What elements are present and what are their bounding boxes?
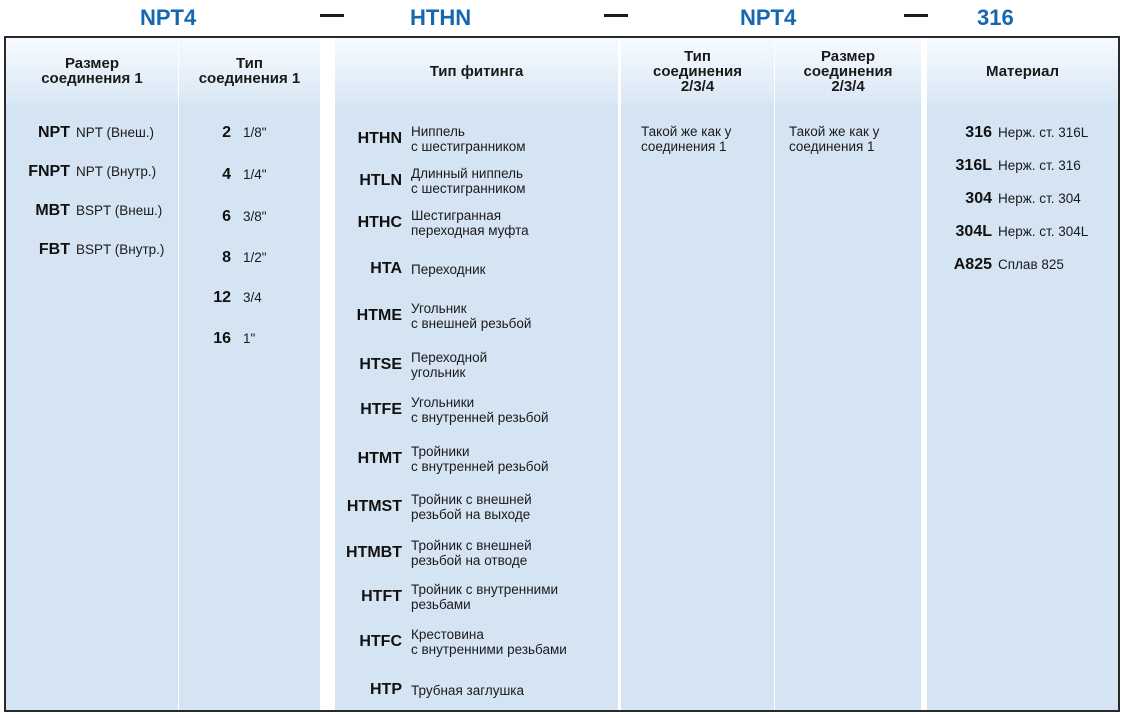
item-name: Нерж. ст. 304 [998,191,1081,206]
item-value: 3/8" [243,209,267,224]
fitting-item [345,627,567,657]
item-code: 8 [222,249,231,266]
item-code: FBT [38,241,70,258]
code-dash-separator [604,14,628,17]
item-code: 316 [965,124,992,141]
code-part-connection-234: NPT4 [740,5,797,30]
column-connection-type-1 [179,38,320,710]
fitting-name: Ниппель с шестигранником [411,124,526,154]
item-code: 304 [965,190,992,207]
fitting-code: HTMT [357,450,402,467]
column-header [927,38,1118,105]
item-value: 1" [243,331,256,346]
column-body [775,104,921,710]
same-as-note: Такой же как у соединения 1 [789,124,880,154]
item-name: Нерж. ст. 304L [998,224,1089,239]
column-header [179,38,320,105]
list-item [197,166,267,184]
fitting-code: HTLN [359,172,402,189]
header-label: Тип соединения 2/3/4 [652,47,743,95]
item-name: BSPT (Внутр.) [76,242,165,257]
item-name: NPT (Внеш.) [76,125,155,140]
fitting-name: Тройник с внутренними резьбами [411,582,559,612]
item-name: NPT (Внутр.) [76,164,157,179]
column-connection-type-234 [621,38,774,710]
fitting-item [345,166,526,196]
item-code: 4 [222,166,231,183]
item-code: 304L [955,223,992,240]
fitting-item [345,208,529,238]
code-part-fitting: HTHN [410,5,472,30]
item-code: NPT [38,124,70,141]
list-item [197,124,267,142]
column-body [335,104,618,710]
column-connection-size-234 [775,38,921,710]
fitting-name: Крестовина с внутренними резьбами [411,627,567,657]
item-code: 316L [955,157,992,174]
fitting-code: HTFC [359,633,402,650]
list-item [197,330,255,348]
fitting-name: Шестигранная переходная муфта [411,208,529,238]
fitting-code: HTP [370,681,402,698]
list-item [197,249,267,267]
same-as-note: Такой же как у соединения 1 [641,124,732,154]
fitting-item [345,681,524,699]
fitting-item [345,444,549,474]
list-item [937,124,1088,142]
item-code: 6 [222,208,231,225]
list-item [937,256,1064,274]
fitting-item [345,395,549,425]
item-value: 1/2" [243,250,267,265]
header-label: Материал [986,62,1059,80]
code-part-connection-1: NPT4 [140,5,197,30]
fitting-item [345,350,487,380]
header-label: Размер соединения 2/3/4 [803,47,893,95]
item-code: MBT [35,202,70,219]
ordering-table [4,36,1120,712]
list-item [937,223,1088,241]
fitting-name: Угольник с внешней резьбой [411,301,532,331]
fitting-name: Угольники с внутренней резьбой [411,395,549,425]
fitting-name: Тройники с внутренней резьбой [411,444,549,474]
list-item [197,208,267,226]
column-material [927,38,1118,710]
list-item [937,190,1081,208]
fitting-item [345,582,558,612]
list-item [197,289,262,307]
column-body [179,104,320,710]
code-dash-separator [320,14,344,17]
list-item [24,124,154,142]
column-gap [320,38,335,710]
item-name: BSPT (Внеш.) [76,203,163,218]
fitting-code: HTFT [361,588,402,605]
header-label: Тип соединения 1 [198,55,301,87]
fitting-code: HTHC [357,214,402,231]
fitting-item [345,124,526,154]
fitting-item [345,492,532,522]
fitting-item [345,538,532,568]
item-code: 12 [213,289,231,306]
code-dash-separator [904,14,928,17]
column-body [621,104,774,710]
list-item [10,163,156,181]
ordering-code-bar [0,0,1124,34]
fitting-name: Трубная заглушка [411,683,524,698]
list-item [24,241,164,259]
fitting-code: HTHN [357,130,402,147]
column-fitting-type [335,38,618,710]
header-label: Размер соединения 1 [41,55,143,87]
fitting-name: Тройник с внешней резьбой на отводе [411,538,532,568]
column-body [6,104,178,710]
fitting-name: Переходник [411,262,486,277]
item-code: 2 [222,124,231,141]
fitting-name: Тройник с внешней резьбой на выходе [411,492,532,522]
fitting-code: HTFE [360,401,402,418]
header-label: Тип фитинга [429,62,524,80]
fitting-code: HTA [370,260,402,277]
column-header [6,38,178,105]
column-header [335,38,618,105]
fitting-code: HTME [356,307,402,324]
column-header [775,38,921,105]
list-item [20,202,162,220]
fitting-code: HTSE [359,356,402,373]
item-name: Нерж. ст. 316 [998,158,1081,173]
column-connection-size-1 [6,38,178,710]
fitting-name: Длинный ниппель с шестигранником [411,166,526,196]
list-item [937,157,1081,175]
code-part-material: 316 [977,5,1014,30]
fitting-item [345,301,531,331]
item-name: Сплав 825 [998,257,1064,272]
fitting-code: HTMST [346,498,402,515]
item-code: 16 [213,330,231,347]
fitting-item [345,260,486,278]
item-value: 1/4" [243,167,267,182]
column-body [927,104,1118,710]
item-value: 1/8" [243,125,267,140]
item-code: FNPT [28,163,70,180]
fitting-name: Переходной угольник [411,350,488,380]
item-code: A825 [953,256,992,273]
item-value: 3/4 [243,290,262,305]
item-name: Нерж. ст. 316L [998,125,1089,140]
fitting-code: HTMBT [346,544,402,561]
column-header [621,38,774,105]
